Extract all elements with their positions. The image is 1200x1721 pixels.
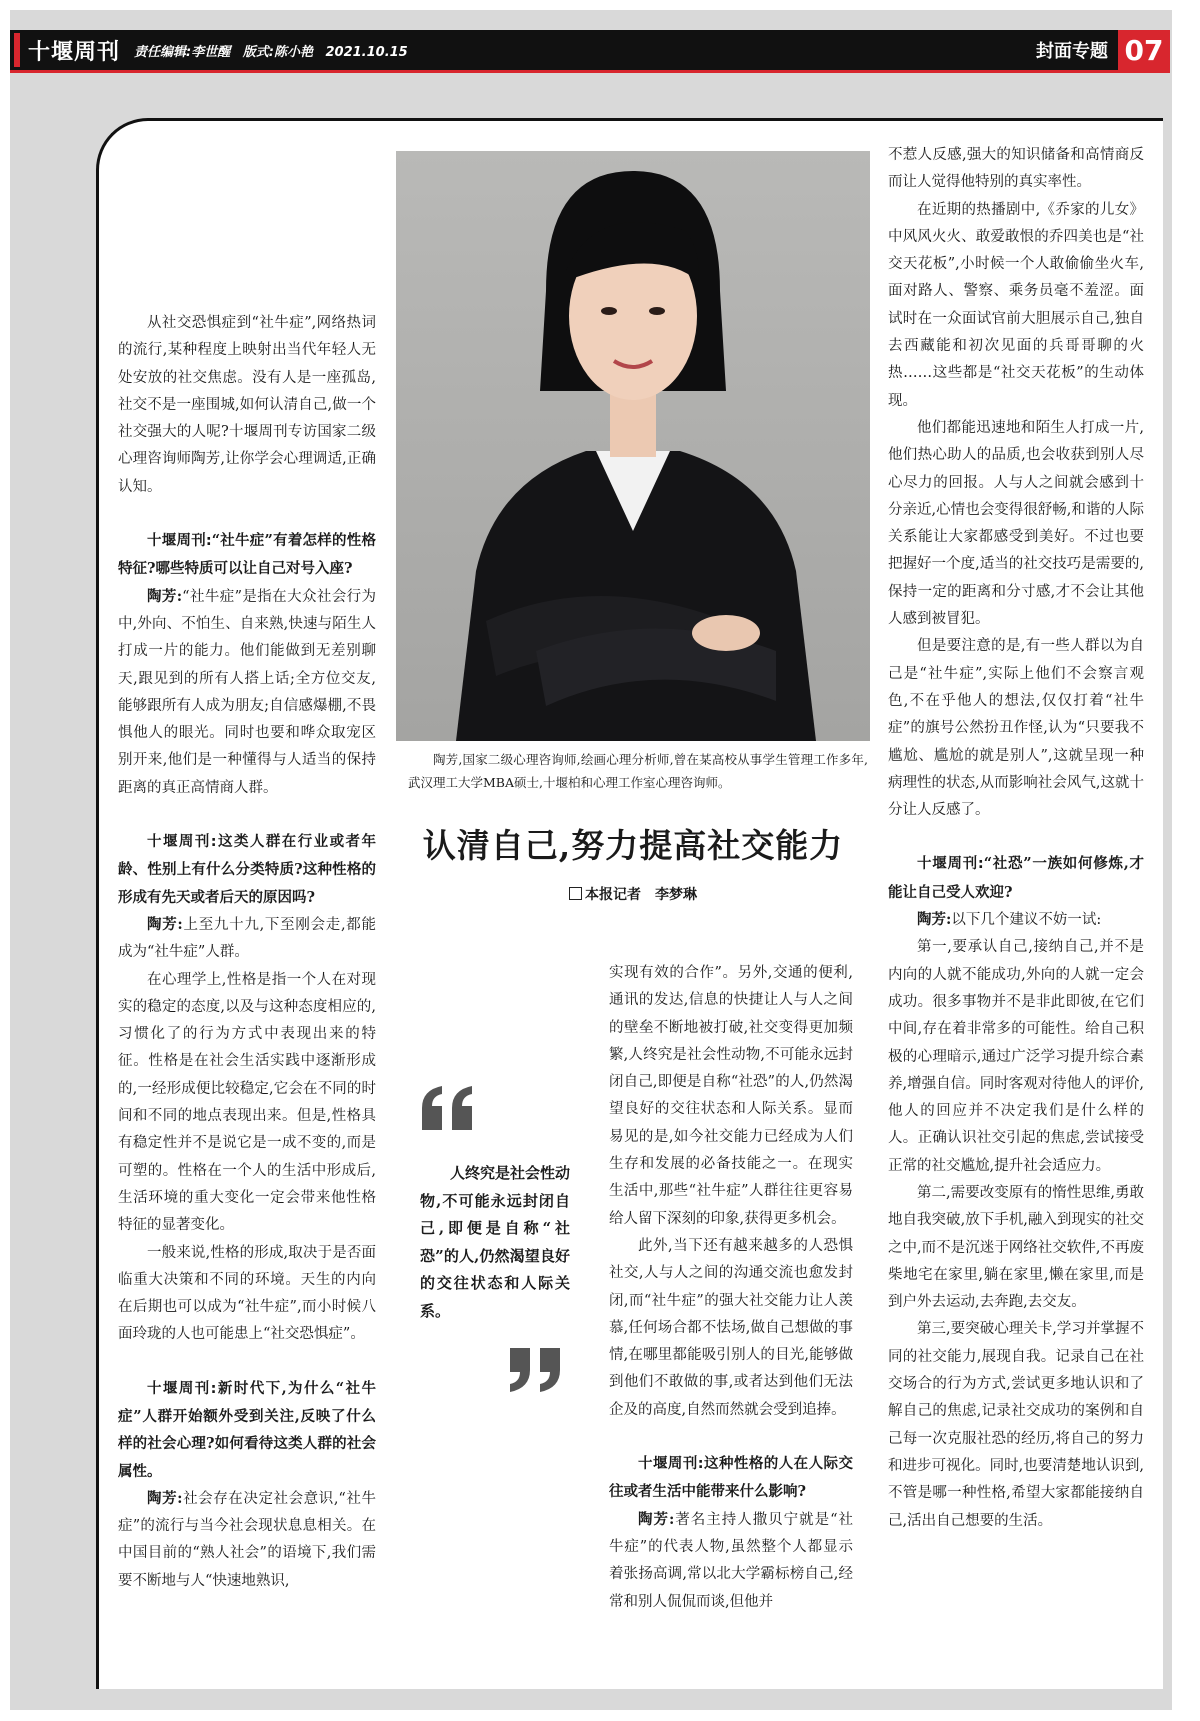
byline-box-icon — [569, 887, 582, 900]
body-paragraph: 第二,需要改变原有的惰性思维,勇敢地自我突破,放下手机,融入到现实的社交之中,而不是沉迷于网络社交软件,不再废柴地宅在家里,躺在家里,懒在家里,而是到户外去运动,去奔跑,去交友。 — [888, 1184, 1144, 1311]
answer-label: 陶芳: — [147, 1489, 183, 1507]
editor-info — [134, 41, 416, 60]
open-quote-icon — [420, 1086, 476, 1130]
column-3 — [888, 142, 1144, 1535]
answer-text: 以下几个建议不妨一试: — [951, 912, 1102, 929]
question-label: 十堰周刊: — [147, 834, 217, 851]
body-paragraph: 此外,当下还有越来越多的人恐惧社交,人与人之间的沟通交流也愈发封闭,而“社牛症”的强大社交能力让人羡慕,任何场合都不怯场,做自己想做的事情,在哪里都能吸引别人的目光,能够做到他们不敢做的事,或者达到他们无法企及的高度,自然而然就会受到追捧。 — [609, 1237, 853, 1418]
answer-text: 上至九十九,下至刚会走,都能成为“社牛症”人群。 — [118, 916, 376, 961]
body-paragraph: 一般来说,性格的形成,取决于是否面临重大决策和不同的环境。天生的内向在后期也可以成为“社牛症”,而小时候八面玲珑的人也可能患上“社交恐惧症”。 — [118, 1244, 376, 1343]
body-paragraph: 在心理学上,性格是指一个人在对现实的稳定的态度,以及与这种态度相应的,习惯化了的行为方式中表现出来的特征。性格是在社会生活实践中逐渐形成的,一经形成便比较稳定,它会在不同的时间和不同的地点表现出来。但是,性格具有稳定性并不是说它是一成不变的,而是可塑的。性格在一个人的生活中形成后,生活环境的重大变化一定会带来他性格特征的显著变化。 — [118, 971, 376, 1234]
answer-text: 著名主持人撒贝宁就是“社牛症”的代表人物,虽然整个人都显示着张扬高调,常以北大学霸标榜自己,经常和别人侃侃而谈,但他并 — [609, 1511, 853, 1610]
answer-label: 陶芳: — [917, 911, 952, 929]
body-paragraph: 但是要注意的是,有一些人群以为自己是“社牛症”,实际上他们不会察言观色,不在乎他人的想法,仅仅打着“社牛症”的旗号公然扮丑作怪,认为“只要我不尴尬、尴尬的就是别人”,这就呈现一种病理性的状态,从而影响社会风气,这就十分让人反感了。 — [888, 638, 1144, 819]
page-number: 07 — [1118, 30, 1170, 70]
question-1 — [118, 527, 376, 583]
question-2 — [118, 828, 376, 911]
question-5 — [888, 850, 1144, 906]
byline-text: 本报记者 李梦琳 — [585, 887, 697, 903]
editor: 责任编辑:李世醒 — [134, 44, 231, 60]
question-text: 新时代下,为什么“社牛症”人群开始额外受到关注,反映了什么样的社会心理?如何看待这类人群的社会属性。 — [118, 1379, 376, 1480]
question-label: 十堰周刊: — [638, 1456, 704, 1473]
body-paragraph: 在近期的热播剧中,《乔家的儿女》中风风火火、敢爱敢恨的乔四美也是“社交天花板”,小时候一个人敢偷偷坐火车,面对路人、警察、乘务员毫不羞涩。面试时在一众面试官前大胆展示自己,独自去西藏能和初次见面的兵哥哥聊的火热……这些都是“社交天花板”的生动体现。 — [888, 201, 1144, 409]
body-paragraph: 第一,要承认自己,接纳自己,并不是内向的人就不能成功,外向的人就一定会成功。很多事物并不是非此即彼,在它们中间,存在着非常多的可能性。给自己积极的心理暗示,通过广泛学习提升综合素养,增强自信。同时客观对待他人的评价,他人的回应并不决定我们是什么样的人。正确认识社交引起的焦虑,尝试接受正常的社交尴尬,提升社会适应力。 — [888, 939, 1144, 1174]
masthead: 十堰周刊 — [28, 39, 121, 65]
question-text: “社牛症”有着怎样的性格特征?哪些特质可以让自己对号入座? — [118, 532, 376, 578]
question-4 — [609, 1450, 853, 1506]
answer-3 — [118, 1485, 376, 1595]
answer-text: “社牛症”是指在大众社会行为中,外向、不怕生、自来熟,快速与陌生人打成一片的能力。他们能做到无差别聊天,跟见到的所有人搭上话;全方位交友,能够跟所有人成为朋友;自信感爆棚,不畏惧他人的眼光。同时也要和哗众取宠区别开来,他们是一种懂得与人适当的保持距离的真正高情商人群。 — [118, 588, 377, 796]
article-title: 认清自己,努力提高社交能力 — [422, 826, 844, 865]
answer-4 — [609, 1506, 853, 1616]
column-1 — [118, 310, 376, 1595]
answer-text: 社会存在决定社会意识,“社牛症”的流行与当今社会现状息息相关。在中国目前的“熟人社会”的语境下,我们需要不断地与人“快速地熟识, — [118, 1490, 376, 1589]
body-paragraph: 实现有效的合作”。另外,交通的便利,通讯的发达,信息的快捷让人与人之间的壁垒不断地被打破,社交变得更加频繁,人终究是社会性动物,不可能永远封闭自己,即便是自称“社恐”的人,仍然渴望良好的交往状态和人际关系。显而易见的是,如今社交能力已经成为人们生存和发展的必备技能之一。在现实生活中,那些“社牛症”人群往往更容易给人留下深刻的印象,获得更多机会。 — [609, 965, 853, 1227]
pull-quote: 人终究是社会性动物,不可能永远封闭自己,即便是自称“社恐”的人,仍然渴望良好的交往状态和人际关系。 — [420, 1164, 571, 1320]
page-header — [10, 30, 1170, 73]
question-text: 这种性格的人在人际交往或者生活中能带来什么影响? — [609, 1455, 853, 1501]
answer-1 — [118, 583, 376, 802]
body-paragraph: 第三,要突破心理关卡,学习并掌握不同的社交能力,展现自我。记录自己在社交场合的行为方式,尝试更多地认识和了解自己的焦虑,记录社交成功的案例和自己每一次克服社恐的经历,将自己的努力和进步可视化。同时,也要清楚地认识到,不管是哪一种性格,希望大家都能接纳自己,活出自己想要的生活。 — [888, 1321, 1144, 1529]
answer-label: 陶芳: — [147, 587, 183, 605]
byline — [396, 884, 870, 904]
answer-label: 陶芳: — [147, 915, 183, 933]
question-label: 十堰周刊: — [147, 1380, 217, 1397]
portrait-photo — [396, 151, 870, 741]
body-paragraph: 他们都能迅速地和陌生人打成一片,他们热心助人的品质,也会收获到别人尽心尽力的回报。人与人之间就会感到十分亲近,心情也会变得很舒畅,和谐的人际关系能让大家都感受到美好。不过也要把握好一个度,适当的社交技巧是需要的,保持一定的距离和分寸感,才不会让其他人感到被冒犯。 — [888, 419, 1144, 628]
body-paragraph: 不惹人反感,强大的知识储备和高情商反而让人觉得他特别的真实率性。 — [888, 147, 1144, 191]
question-label: 十堰周刊: — [917, 856, 984, 873]
portrait-illustration — [396, 151, 870, 741]
answer-label: 陶芳: — [638, 1510, 675, 1528]
layout-editor: 版式:陈小艳 — [242, 44, 313, 60]
answer-5 — [888, 906, 1144, 934]
close-quote-icon — [506, 1348, 562, 1392]
answer-2 — [118, 911, 376, 967]
question-text: “社恐”一族如何修炼,才能让自己受人欢迎? — [888, 855, 1144, 901]
photo-caption: 陶芳,国家二级心理咨询师,绘画心理分析师,曾在某高校从事学生管理工作多年,武汉理工大学MBA硕士,十堰柏和心理工作室心理咨询师。 — [408, 752, 868, 790]
question-label: 十堰周刊: — [147, 533, 212, 550]
section-name: 封面专题 — [1036, 41, 1108, 62]
question-text: 这类人群在行业或者年龄、性别上有什么分类特质?这种性格的形成有先天或者后天的原因吗? — [118, 833, 376, 906]
column-2 — [609, 960, 853, 1616]
issue-date: 2021.10.15 — [325, 44, 408, 60]
header-accent — [14, 33, 20, 67]
intro-paragraph: 从社交恐惧症到“社牛症”,网络热词的流行,某种程度上映射出当代年轻人无处安放的社交焦虑。没有人是一座孤岛,社交不是一座围城,如何认清自己,做一个社交强大的人呢?十堰周刊专访国家二级心理咨询师陶芳,让你学会心理调适,正确认知。 — [118, 315, 376, 495]
question-3 — [118, 1375, 376, 1485]
